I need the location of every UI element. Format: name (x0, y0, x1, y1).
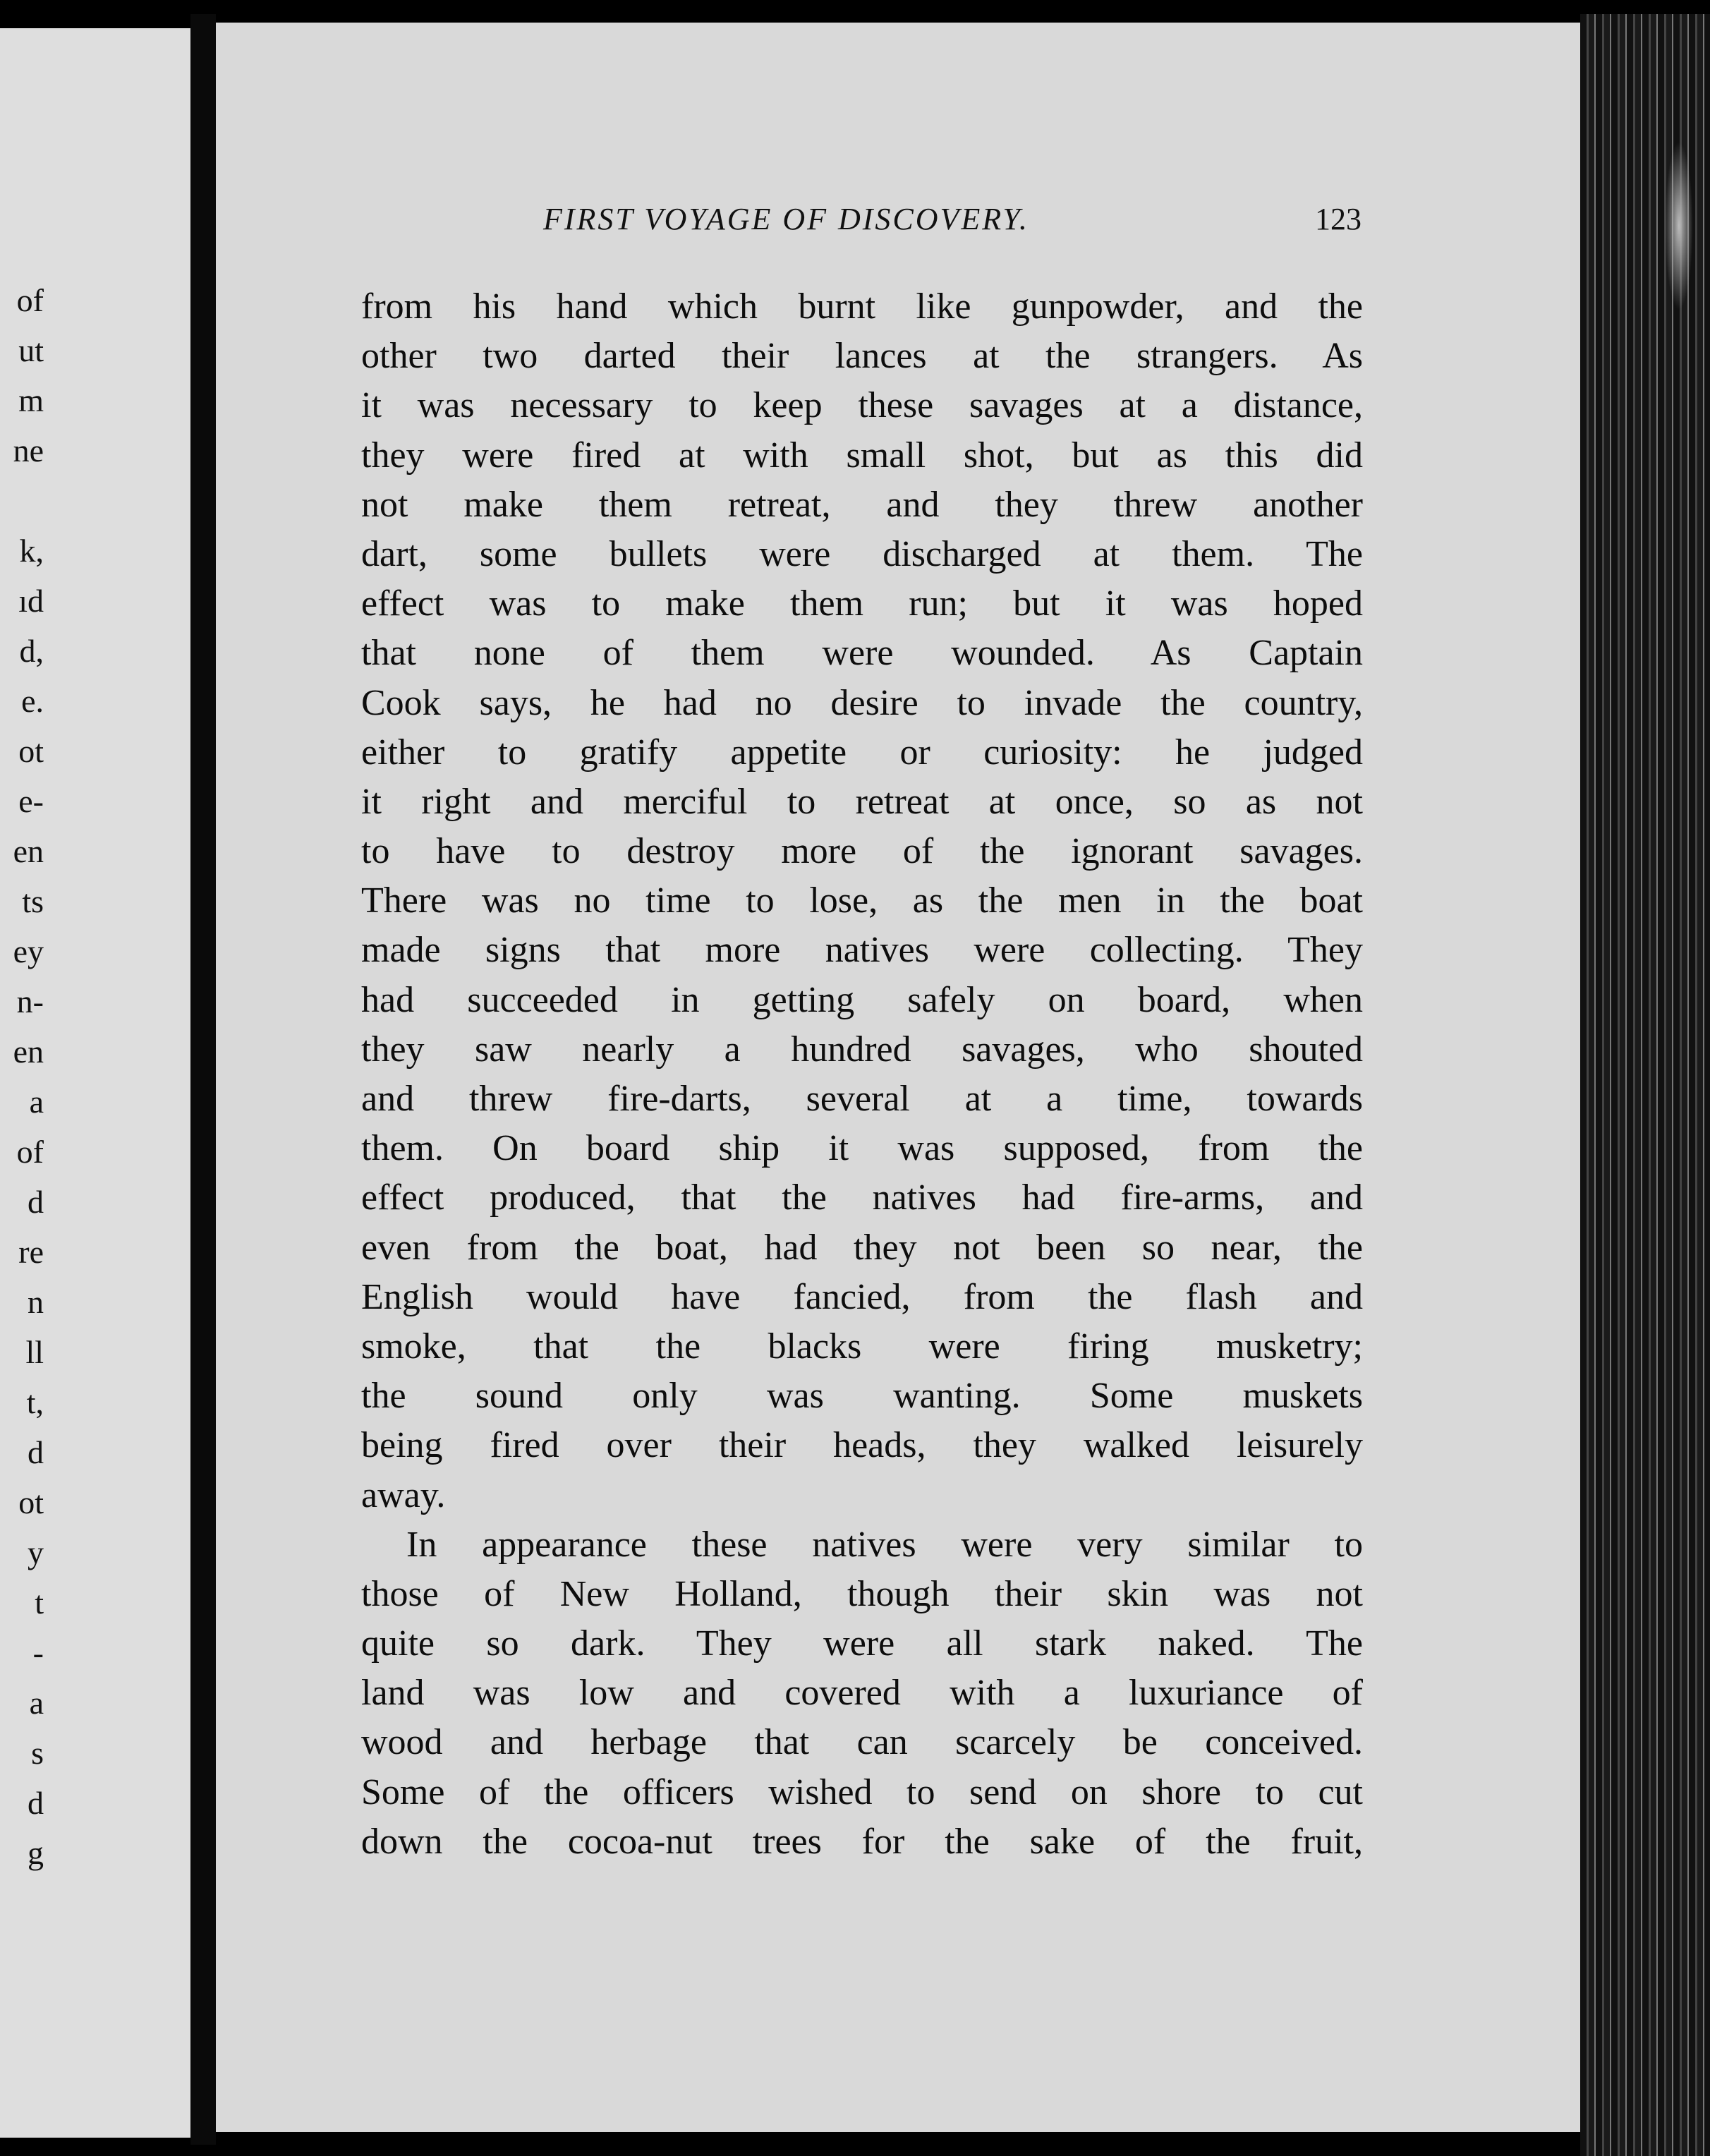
text-line: other two darted their lances at the strangers. As (361, 336, 1363, 377)
line-fragment: ıd (18, 583, 44, 619)
line-fragment: e- (18, 783, 44, 819)
text-line: English would have fancied, from the flash and (361, 1276, 1363, 1317)
line-fragment: ot (18, 733, 44, 769)
line-fragment: ot (18, 1484, 44, 1520)
text-line: dart, some bullets were discharged at them. The (361, 533, 1363, 574)
line-fragment: d (28, 1785, 44, 1821)
text-line: not make them retreat, and they threw another (361, 484, 1363, 525)
line-fragment: of (16, 1134, 44, 1170)
line-fragment: e. (21, 683, 44, 719)
text-line: wood and herbage that can scarcely be conceived. (361, 1722, 1363, 1763)
line-fragment (0, 476, 44, 526)
line-fragment: ll (25, 1334, 44, 1370)
line-fragment: ey (13, 933, 44, 969)
text-line: them. On board ship it was supposed, from the (361, 1128, 1363, 1169)
text-line: it was necessary to keep these savages at a distance, (361, 385, 1363, 426)
text-line: In appearance these natives were very similar to (406, 1524, 1363, 1565)
text-line: effect was to make them run; but it was hoped (361, 583, 1363, 624)
line-fragment: s (31, 1735, 44, 1771)
line-fragment: m (18, 382, 44, 418)
line-fragment: of (16, 282, 44, 318)
text-line: Some of the officers wished to send on shore to cut (361, 1772, 1363, 1812)
text-line: the sound only was wanting. Some muskets (361, 1376, 1363, 1417)
line-fragment: ts (22, 883, 44, 919)
line-fragment: y (28, 1534, 44, 1570)
edge-highlight (1665, 141, 1693, 310)
line-fragment: d (28, 1184, 44, 1220)
book-gutter (190, 14, 216, 2145)
text-line: made signs that more natives were collecting. They (361, 930, 1363, 971)
text-line: land was low and covered with a luxuriance of (361, 1673, 1363, 1714)
text-line: had succeeded in getting safely on board, when (361, 979, 1363, 1020)
line-fragment: ne (13, 432, 44, 468)
text-line: being fired over their heads, they walked leisurely (361, 1425, 1363, 1466)
line-fragment: d (28, 1434, 44, 1470)
line-fragment: en (13, 1034, 44, 1070)
text-line: smoke, that the blacks were firing musketry; (361, 1326, 1363, 1367)
text-line: it right and merciful to retreat at once, so as not (361, 781, 1363, 822)
line-fragment: d, (19, 633, 44, 669)
text-line: that none of them were wounded. As Captain (361, 633, 1363, 674)
text-line: those of New Holland, though their skin was not (361, 1573, 1363, 1614)
text-line: even from the boat, had they not been so near, the (361, 1227, 1363, 1268)
text-line: from his hand which burnt like gunpowder, and the (361, 286, 1363, 327)
text-line: quite so dark. They were all stark naked. The (361, 1623, 1363, 1664)
line-fragment: k, (19, 533, 44, 569)
paragraph (361, 282, 1363, 1520)
running-title: FIRST VOYAGE OF DISCOVERY. (543, 202, 1029, 236)
text-line: and threw fire-darts, several at a time, towards (361, 1079, 1363, 1119)
line-fragment: t (35, 1585, 44, 1621)
line-fragment: a (29, 1084, 44, 1120)
line-fragment: g (28, 1835, 44, 1871)
line-fragment: n- (16, 983, 44, 1019)
text-line: down the cocoa-nut trees for the sake of the fruit, (361, 1821, 1363, 1862)
text-line: effect produced, that the natives had fire-arms, and (361, 1177, 1363, 1218)
paragraph (361, 1520, 1363, 1867)
line-fragment: re (18, 1234, 44, 1270)
line-fragment: ut (18, 332, 44, 368)
line-fragment: n (28, 1284, 44, 1320)
text-line: There was no time to lose, as the men in the boat (361, 880, 1363, 921)
previous-page-line-ends (0, 275, 44, 1878)
text-line: either to gratify appetite or curiosity: he judged (361, 732, 1363, 773)
line-fragment: t, (26, 1384, 44, 1420)
text-line: they were fired at with small shot, but as this did (361, 435, 1363, 476)
line-fragment: - (32, 1635, 44, 1671)
page-edges (1580, 14, 1710, 2156)
text-line: away. (361, 1474, 446, 1515)
text-line: Cook says, he had no desire to invade the country, (361, 682, 1363, 723)
body-text (361, 282, 1363, 1867)
previous-page (0, 28, 190, 2138)
line-fragment: en (13, 833, 44, 869)
line-fragment: a (29, 1685, 44, 1721)
text-line: to have to destroy more of the ignorant savages. (361, 831, 1363, 872)
text-line: they saw nearly a hundred savages, who shouted (361, 1029, 1363, 1070)
running-head (325, 195, 1362, 244)
page-number: 123 (1315, 202, 1362, 236)
